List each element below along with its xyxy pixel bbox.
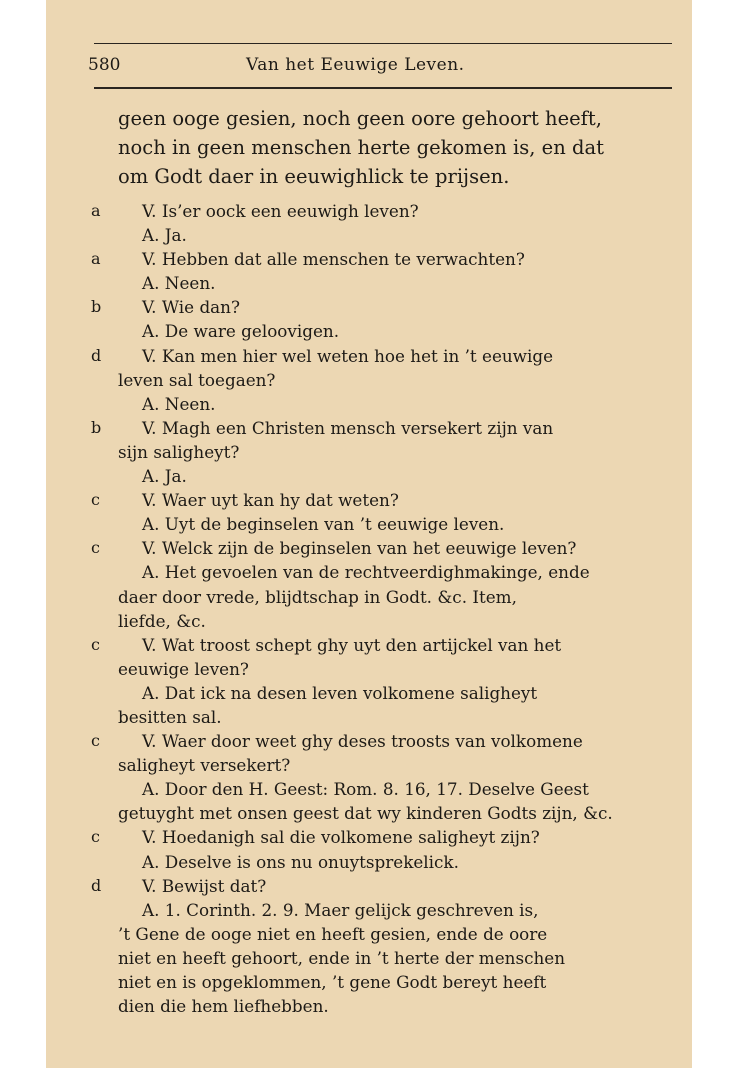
entry-text xyxy=(118,295,672,319)
question-entry xyxy=(46,825,692,849)
margin-marker: a xyxy=(91,201,101,220)
entry-text xyxy=(118,633,672,681)
text-line: daer door vrede, blijdtschap in Godt. &c. Item, xyxy=(118,586,517,607)
question-entry xyxy=(46,536,692,560)
text-line: V. Waer door weet ghy deses troosts van volkomene xyxy=(142,731,583,752)
question-entry xyxy=(46,247,692,271)
text-line: A. Deselve is ons nu onuytsprekelick. xyxy=(142,851,459,872)
text-line: V. Waer uyt kan hy dat weten? xyxy=(142,490,399,511)
entry-text xyxy=(118,825,672,849)
text-line: ’t Gene de ooge niet en heeft gesien, ende de oore xyxy=(118,923,548,944)
text-line: niet en is opgeklommen, ’t gene Godt bereyt heeft xyxy=(118,972,547,992)
text-line: eeuwige leven? xyxy=(118,658,249,679)
text-line: V. Hoedanigh sal die volkomene saligheyt zijn? xyxy=(142,827,540,848)
text-line: saligheyt versekert? xyxy=(118,755,291,776)
answer-entry xyxy=(46,392,692,416)
header-rule-top xyxy=(94,43,672,44)
text-line: A. Neen. xyxy=(142,393,216,414)
question-entry xyxy=(46,344,692,392)
margin-marker: c xyxy=(91,827,100,847)
text-line: niet en heeft gehoort, ende in ’t herte der menschen xyxy=(118,947,566,968)
entry-text xyxy=(118,223,672,247)
running-title: Van het Eeuwige Leven. xyxy=(246,55,465,75)
text-line: A. 1. Corinth. 2. 9. Maer gelijck geschreven is, xyxy=(142,899,539,920)
text-line: V. Hebben dat alle menschen te verwachten? xyxy=(142,249,525,270)
question-entry xyxy=(46,199,692,223)
text-line: V. Kan men hier wel weten hoe het in ’t eeuwige xyxy=(142,345,554,366)
entry-text xyxy=(118,271,672,295)
entry-text xyxy=(118,247,672,271)
entry-text xyxy=(118,392,672,416)
text-line: V. Welck zijn de beginselen van het eeuwige leven? xyxy=(142,538,577,559)
margin-marker: c xyxy=(91,538,100,558)
answer-entry xyxy=(46,464,692,488)
answer-entry xyxy=(46,319,692,343)
catechism-qa-list xyxy=(46,199,692,1018)
text-line: V. Wat troost schept ghy uyt den artijckel van het xyxy=(142,634,562,655)
entry-text xyxy=(118,488,672,512)
entry-text xyxy=(118,681,672,729)
intro-line: geen ooge gesien, noch geen oore gehoort heeft, xyxy=(118,107,602,130)
answer-entry xyxy=(46,777,692,825)
entry-text xyxy=(118,199,672,223)
answer-entry xyxy=(46,681,692,729)
margin-marker: b xyxy=(91,297,102,317)
text-line: besitten sal. xyxy=(118,706,222,727)
entry-text xyxy=(118,898,672,1018)
answer-entry xyxy=(46,223,692,247)
text-line: A. Ja. xyxy=(142,466,187,487)
text-line: A. Ja. xyxy=(142,225,187,246)
text-line: A. De ware geloovigen. xyxy=(142,321,340,342)
entry-text xyxy=(118,344,672,392)
entry-text xyxy=(118,319,672,343)
entry-text xyxy=(118,536,672,560)
margin-marker: c xyxy=(91,490,100,510)
entry-text xyxy=(118,560,672,632)
text-line: leven sal toegaen? xyxy=(118,369,276,390)
intro-line: noch in geen menschen herte gekomen is, en dat xyxy=(118,136,604,159)
entry-text xyxy=(118,416,672,464)
text-line: dien die hem liefhebben. xyxy=(118,996,329,1017)
question-entry xyxy=(46,633,692,681)
intro-line: om Godt daer in eeuwighlick te prijsen. xyxy=(118,165,510,188)
answer-entry xyxy=(46,512,692,536)
header-rule-bottom xyxy=(94,87,672,89)
entry-text xyxy=(118,729,672,777)
text-line: liefde, &c. xyxy=(118,610,206,631)
margin-marker: d xyxy=(91,875,102,895)
text-line: A. Het gevoelen van de rechtveerdighmakinge, ende xyxy=(142,562,590,583)
text-line: V. Bewijst dat? xyxy=(142,875,267,896)
entry-text xyxy=(118,777,672,825)
question-entry xyxy=(46,729,692,777)
text-line: V. Magh een Christen mensch versekert zijn van xyxy=(142,417,554,438)
margin-marker: b xyxy=(91,417,102,437)
book-page xyxy=(46,0,692,1068)
answer-entry xyxy=(46,560,692,632)
answer-entry xyxy=(46,850,692,874)
entry-text xyxy=(118,850,672,874)
question-entry xyxy=(46,416,692,464)
question-entry xyxy=(46,295,692,319)
intro-paragraph xyxy=(118,104,676,191)
text-line: V. Wie dan? xyxy=(142,297,240,318)
text-line: sijn saligheyt? xyxy=(118,441,240,462)
text-line: getuyght met onsen geest dat wy kinderen Godts zijn, &c. xyxy=(118,803,613,824)
text-line: A. Dat ick na desen leven volkomene saligheyt xyxy=(142,682,538,703)
text-line: V. Is’er oock een eeuwigh leven? xyxy=(142,201,419,221)
margin-marker: d xyxy=(91,345,102,365)
margin-marker: a xyxy=(91,249,101,269)
question-entry xyxy=(46,488,692,512)
text-line: A. Neen. xyxy=(142,273,216,294)
margin-marker: c xyxy=(91,731,100,751)
entry-text xyxy=(118,512,672,536)
entry-text xyxy=(118,874,672,898)
entry-text xyxy=(118,464,672,488)
text-line: A. Uyt de beginselen van ’t eeuwige leven. xyxy=(142,514,505,535)
margin-marker: c xyxy=(91,634,100,654)
question-entry xyxy=(46,874,692,898)
answer-entry xyxy=(46,898,692,1018)
page-number: 580 xyxy=(88,55,121,75)
answer-entry xyxy=(46,271,692,295)
text-line: A. Door den H. Geest: Rom. 8. 16, 17. Deselve Geest xyxy=(142,779,589,800)
